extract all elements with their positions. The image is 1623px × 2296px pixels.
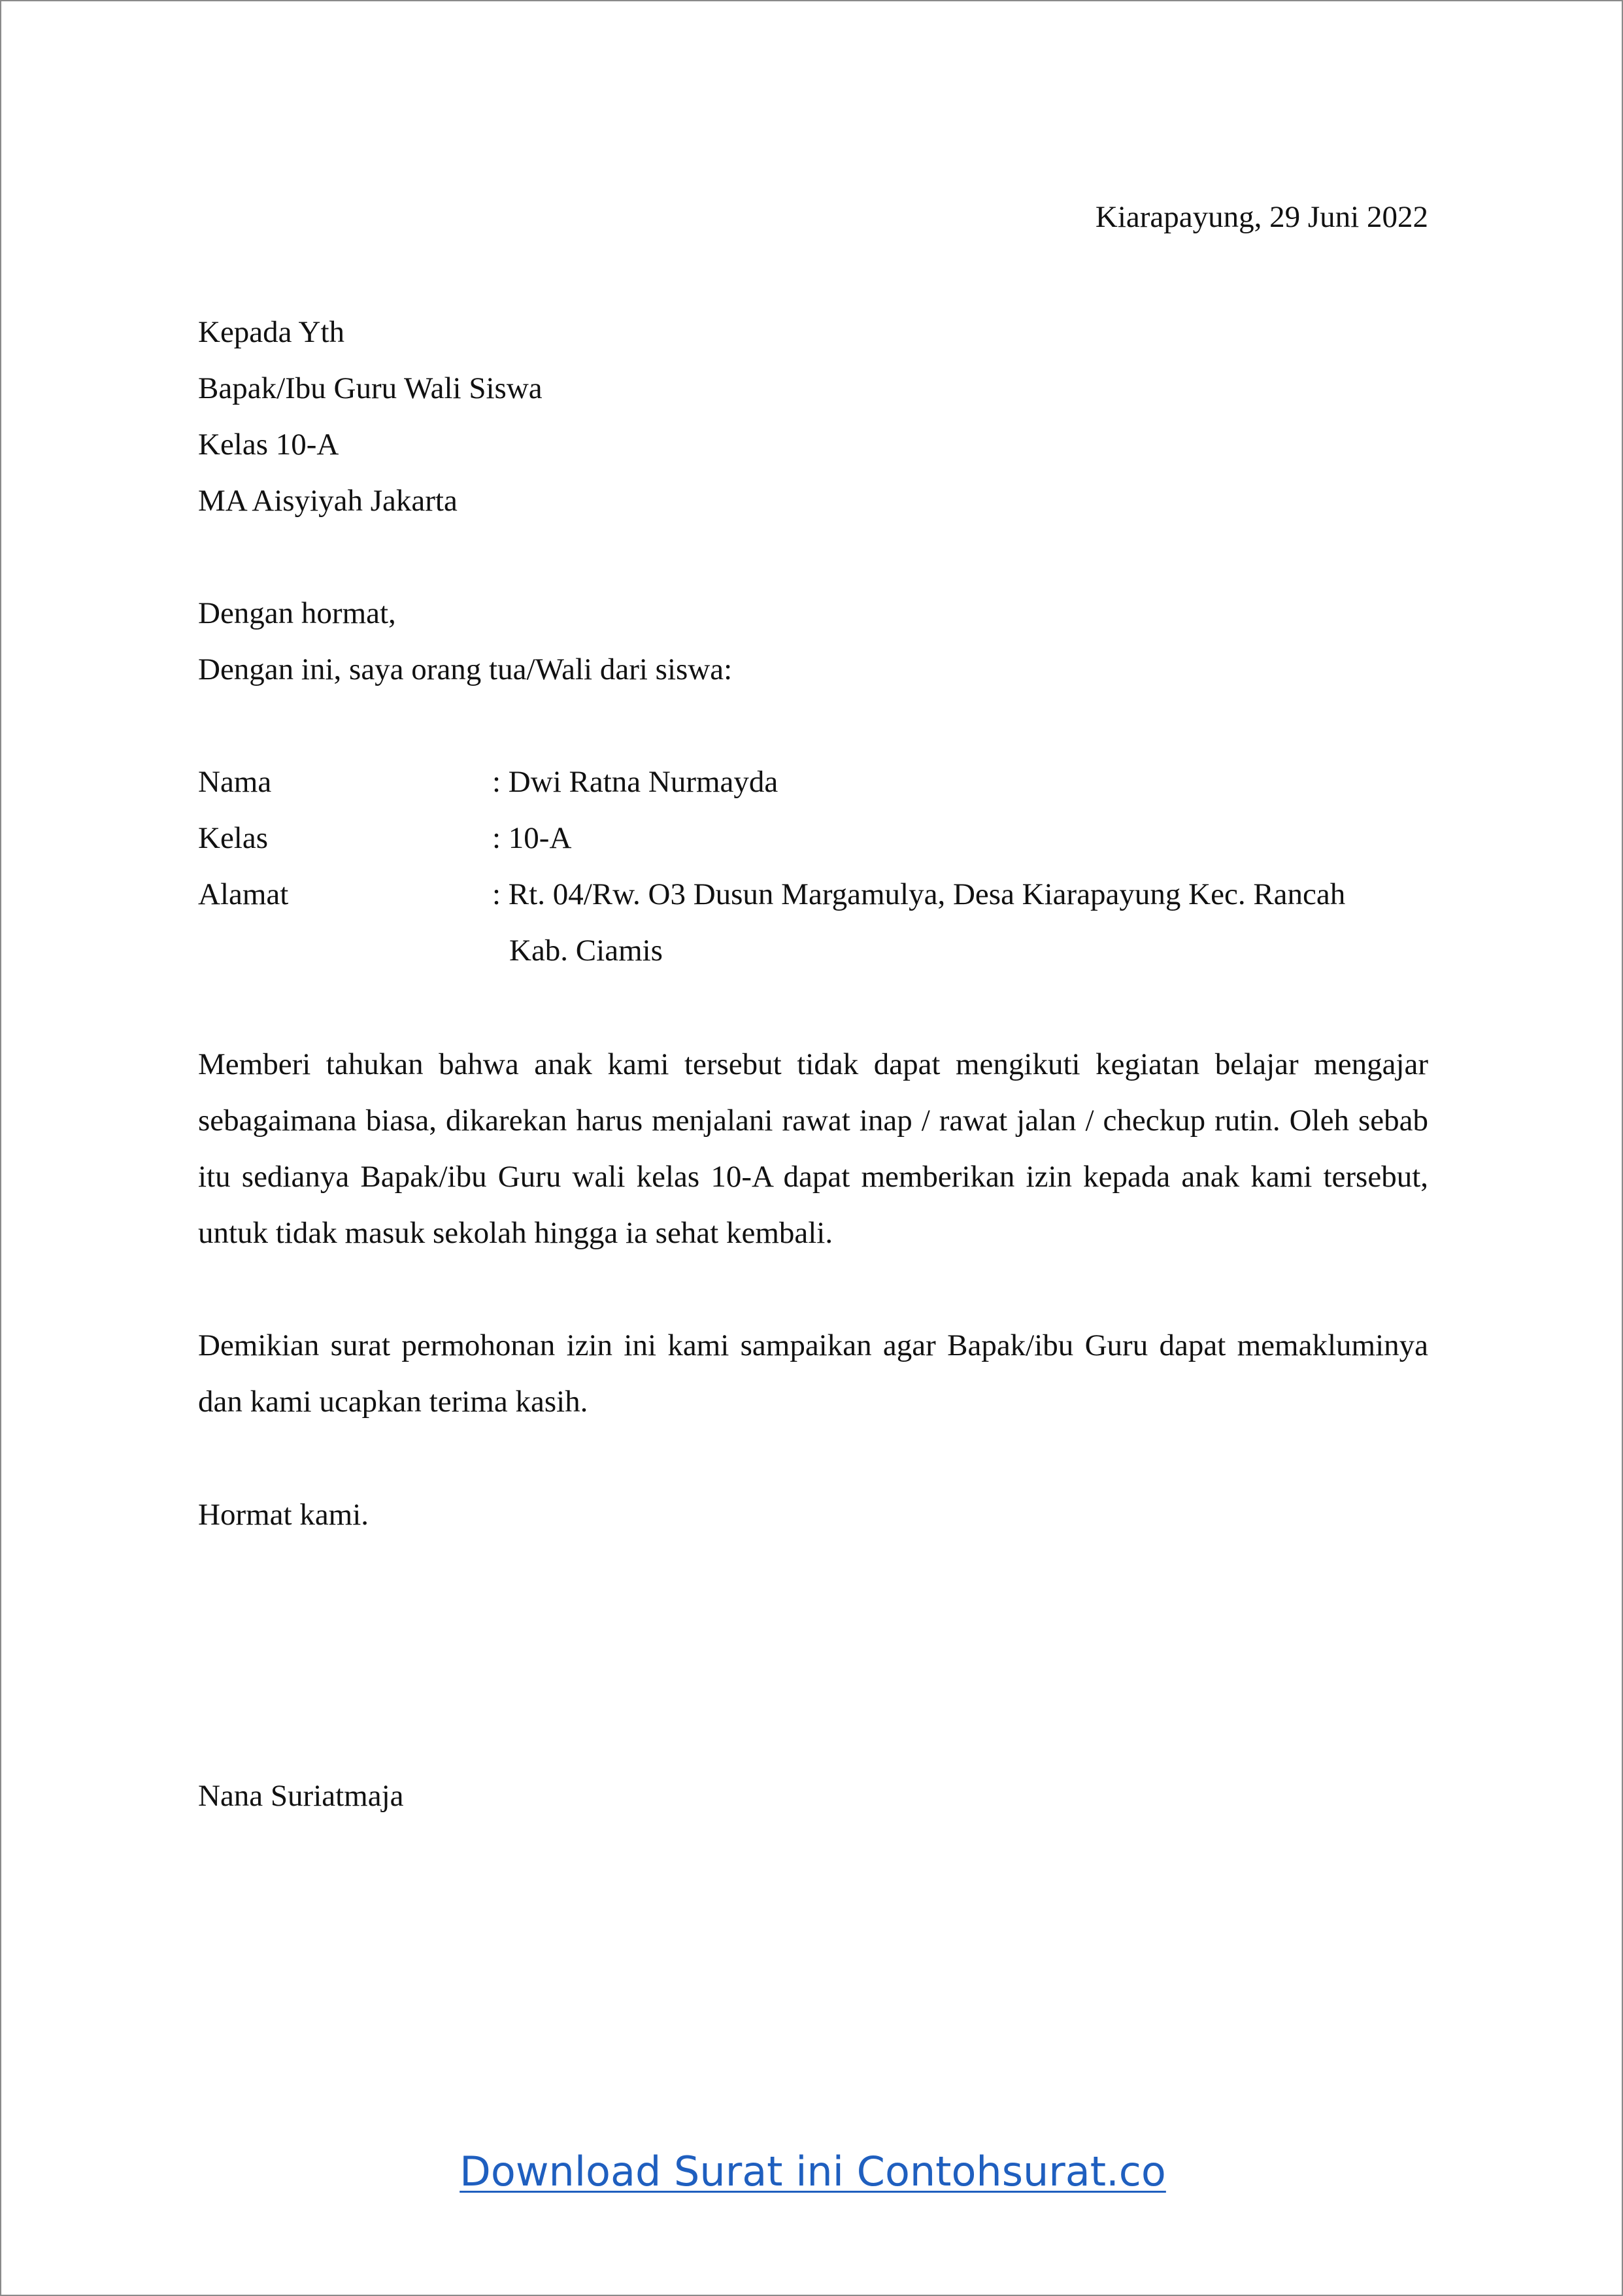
closing-salutation: Hormat kami. xyxy=(198,1498,369,1532)
intro-line: Dengan ini, saya orang tua/Wali dari siswa: xyxy=(198,652,733,686)
class-value: : 10-A xyxy=(492,821,572,855)
closing-paragraph: Demikian surat permohonan izin ini kami sampaikan agar Bapak/ibu Guru dapat memakluminya dan kami ucapkan terima kasih. xyxy=(198,1328,1428,1419)
name-value: : Dwi Ratna Nurmayda xyxy=(492,765,778,799)
name-label: Nama xyxy=(198,765,272,799)
address-value-line-2: Kab. Ciamis xyxy=(509,934,663,968)
download-link[interactable]: Download Surat ini Contohsurat.co xyxy=(460,2148,1166,2195)
place-date: Kiarapayung, 29 Juni 2022 xyxy=(1095,200,1428,234)
address-value-line-1: : Rt. 04/Rw. O3 Dusun Margamulya, Desa Kiarapayung Kec. Rancah xyxy=(492,877,1346,911)
recipient-line-1: Kepada Yth xyxy=(198,315,345,349)
recipient-line-3: Kelas 10-A xyxy=(198,428,339,462)
recipient-line-2: Bapak/Ibu Guru Wali Siswa xyxy=(198,371,543,405)
signer-name: Nana Suriatmaja xyxy=(198,1779,404,1813)
class-label: Kelas xyxy=(198,821,269,855)
address-label: Alamat xyxy=(198,877,289,911)
greeting: Dengan hormat, xyxy=(198,596,396,630)
recipient-line-4: MA Aisyiyah Jakarta xyxy=(198,484,458,518)
body-paragraph: Memberi tahukan bahwa anak kami tersebut tidak dapat mengikuti kegiatan belajar mengajar sebagaimana biasa, dikarekan harus menjalani rawat inap / rawat jalan / checkup rutin. Oleh sebab itu sedianya Bapak/ibu Guru wali kelas 10-A dapat memberikan izin kepada anak kami tersebut, untuk tidak masuk sekolah hingga ia sehat kembali. xyxy=(198,1047,1428,1250)
